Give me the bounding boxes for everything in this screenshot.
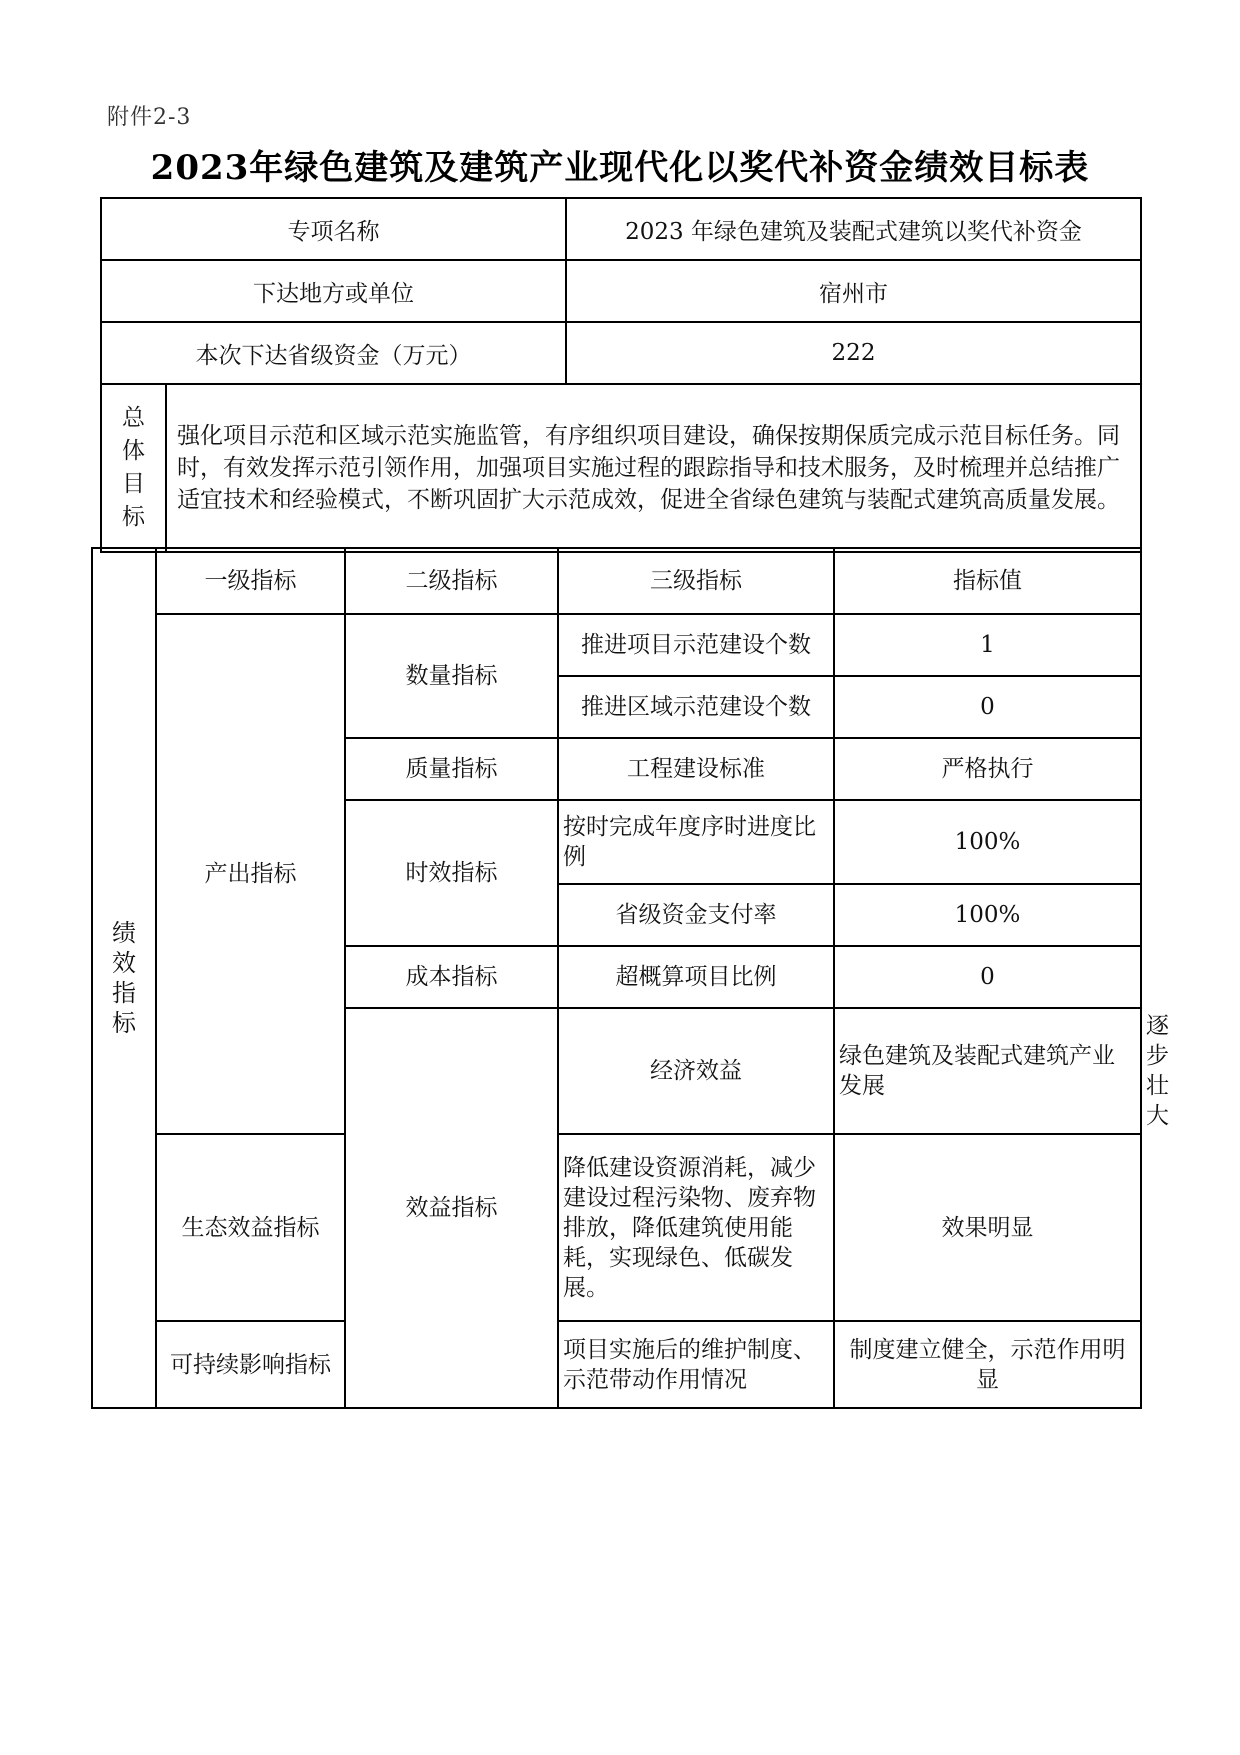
indicator-name: 超概算项目比例 — [558, 946, 834, 1008]
table-row: 效益指标 经济效益 绿色建筑及装配式建筑产业发展 逐步壮大 — [92, 1008, 1141, 1134]
attachment-label: 附件2-3 — [107, 105, 192, 130]
project-name-label: 专项名称 — [101, 198, 566, 260]
funds-label: 本次下达省级资金（万元） — [101, 322, 566, 384]
indicator-name: 推进项目示范建设个数 — [558, 614, 834, 676]
meta-row-goal — [101, 384, 1141, 552]
quality-label: 质量指标 — [345, 738, 558, 800]
performance-table — [91, 547, 1169, 1409]
perf-side-char: 指 — [112, 979, 136, 1007]
table-row — [92, 1321, 1141, 1408]
unit-label: 下达地方或单位 — [101, 260, 566, 322]
indicator-name: 绿色建筑及装配式建筑产业发展 — [834, 1008, 1141, 1134]
indicator-name: 工程建设标准 — [558, 738, 834, 800]
funds-value: 222 — [566, 322, 1141, 384]
header-level2: 二级指标 — [345, 548, 558, 614]
indicator-name: 降低建设资源消耗，减少建设过程污染物、废弃物排放，降低建筑使用能耗，实现绿色、低碳发展。 — [558, 1134, 834, 1321]
goal-label-char: 标 — [122, 504, 145, 530]
table-row — [92, 1134, 1141, 1321]
goal-label-char: 目 — [122, 471, 145, 497]
indicator-name: 推进区域示范建设个数 — [558, 676, 834, 738]
table-row — [92, 614, 1141, 676]
header-level3: 三级指标 — [558, 548, 834, 614]
sustainable-label: 可持续影响指标 — [156, 1321, 345, 1408]
indicator-value: 制度建立健全，示范作用明显 — [834, 1321, 1141, 1408]
indicator-value: 1 — [834, 614, 1141, 676]
indicator-name: 省级资金支付率 — [558, 884, 834, 946]
perf-side-char: 绩 — [112, 919, 136, 947]
goal-label — [101, 384, 166, 552]
header-level1: 一级指标 — [156, 548, 345, 614]
timeliness-label: 时效指标 — [345, 800, 558, 946]
header-value: 指标值 — [834, 548, 1141, 614]
indicator-value: 严格执行 — [834, 738, 1141, 800]
project-name-value: 2023 年绿色建筑及装配式建筑以奖代补资金 — [566, 198, 1141, 260]
goal-label-char: 体 — [122, 438, 145, 464]
indicator-name: 按时完成年度序时进度比例 — [558, 800, 834, 884]
meta-row-unit — [101, 260, 1141, 322]
meta-row-funds — [101, 322, 1141, 384]
indicator-value: 100% — [834, 884, 1141, 946]
indicator-value: 0 — [834, 946, 1141, 1008]
perf-side-label — [92, 548, 156, 1408]
page-title: 2023年绿色建筑及建筑产业现代化以奖代补资金绩效目标表 — [150, 148, 1090, 188]
economic-label: 经济效益 — [558, 1008, 834, 1134]
indicator-value: 0 — [834, 676, 1141, 738]
perf-header-row — [92, 548, 1141, 614]
output-label: 产出指标 — [156, 614, 345, 1134]
perf-side-char: 标 — [112, 1009, 136, 1037]
goal-text: 强化项目示范和区域示范实施监管，有序组织项目建设，确保按期保质完成示范目标任务。同时，有效发挥示范引领作用，加强项目实施过程的跟踪指导和技术服务，及时梳理并总结推广适宜技术和经验模式，不断巩固扩大示范成效，促进全省绿色建筑与装配式建筑高质量发展。 — [166, 384, 1141, 552]
goal-label-char: 总 — [122, 405, 145, 431]
ecological-label: 生态效益指标 — [156, 1134, 345, 1321]
perf-side-char: 效 — [112, 949, 136, 977]
unit-value: 宿州市 — [566, 260, 1141, 322]
quantity-label: 数量指标 — [345, 614, 558, 738]
meta-row-project — [101, 198, 1141, 260]
meta-table — [100, 197, 1142, 553]
benefit-label: 效益指标 — [345, 1008, 558, 1408]
indicator-value: 100% — [834, 800, 1141, 884]
cost-label: 成本指标 — [345, 946, 558, 1008]
indicator-value: 效果明显 — [834, 1134, 1141, 1321]
indicator-name: 项目实施后的维护制度、示范带动作用情况 — [558, 1321, 834, 1408]
